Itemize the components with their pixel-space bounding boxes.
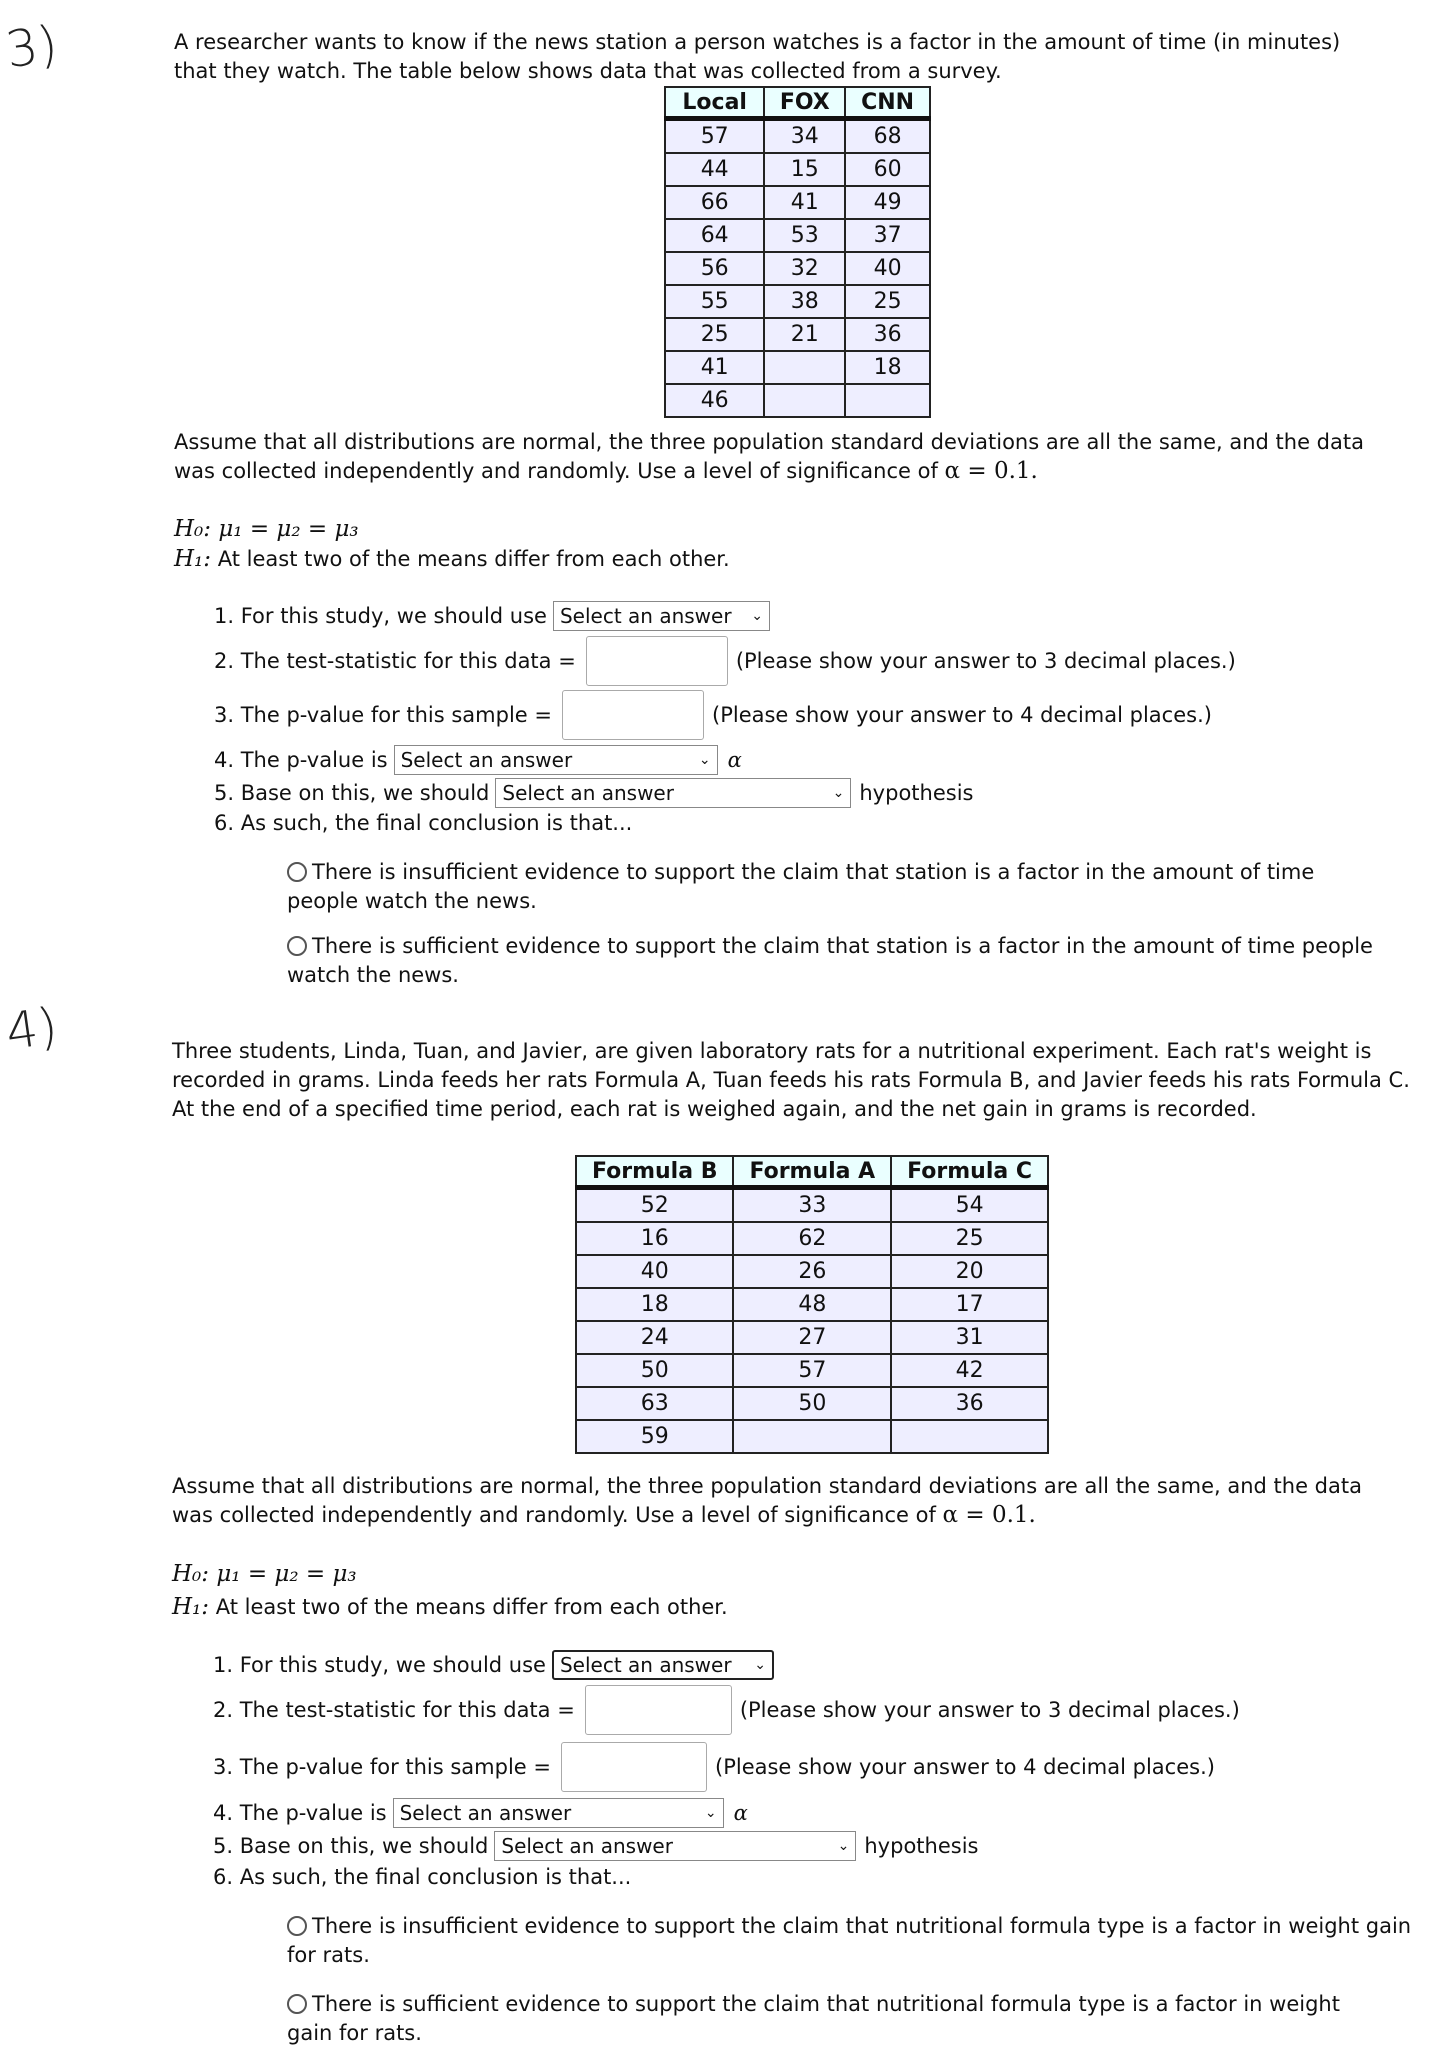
chevron-down-icon: ⌄ [837,1838,850,1854]
table-cell: 25 [891,1222,1048,1255]
question-4 [213,1798,748,1828]
table-cell: 59 [576,1420,733,1453]
column-header: Local [665,87,764,119]
data-table [664,86,931,418]
table-cell: 18 [845,351,930,384]
q2-note: (Please show your answer to 3 decimal places.) [739,1698,1240,1722]
table-cell: 63 [576,1387,733,1420]
table-cell [764,384,845,417]
table-cell: 37 [845,219,930,252]
p-value-input[interactable] [561,1742,707,1792]
test-type-select[interactable] [552,1650,774,1680]
p-value-input[interactable] [562,690,704,740]
alternative-hypothesis [174,546,730,572]
null-hypothesis: H₀: μ₁ = μ₂ = μ₃ [174,516,359,542]
question-2 [213,1685,1240,1735]
table-cell: 40 [845,252,930,285]
table-row [665,119,930,154]
table-row [576,1420,1048,1453]
radio-button[interactable] [287,1916,307,1936]
alpha-value: α = 0.1. [944,458,1038,484]
table-cell: 42 [891,1354,1048,1387]
radio-button[interactable] [287,1994,307,2014]
q4-label: 4. The p-value is [213,1801,387,1825]
table-cell [764,351,845,384]
chevron-down-icon: ⌄ [698,752,711,768]
question-1 [213,1650,774,1680]
table-cell [845,384,930,417]
table-cell: 49 [845,186,930,219]
q3-note: (Please show your answer to 4 decimal places.) [712,703,1212,727]
question-5 [213,1831,978,1861]
table-cell: 66 [665,186,764,219]
table-cell: 15 [764,153,845,186]
table-cell: 68 [845,119,930,154]
table-header-row [576,1156,1048,1188]
decision-select[interactable] [494,1831,856,1861]
table-cell: 41 [665,351,764,384]
table-cell: 55 [665,285,764,318]
decision-select[interactable] [495,778,851,808]
table-row [665,186,930,219]
select-value: Select an answer [559,604,732,628]
p-value-comparison-select[interactable] [394,745,718,775]
h1-text: At least two of the means differ from each other. [217,547,730,571]
q4-label: 4. The p-value is [214,748,388,772]
select-value: Select an answer [400,748,573,772]
table-cell: 57 [665,119,764,154]
question-3 [214,690,1212,740]
assumption-text [174,428,1374,486]
conclusion-option-sufficient[interactable] [287,932,1397,990]
table-cell: 40 [576,1255,733,1288]
question-3 [213,1742,1215,1792]
table-cell: 56 [665,252,764,285]
table-cell: 46 [665,384,764,417]
alpha-value: α = 0.1. [942,1502,1036,1528]
conclusion-option-insufficient[interactable] [287,858,1357,916]
q2-note: (Please show your answer to 3 decimal places.) [735,649,1236,673]
radio-button[interactable] [287,862,307,882]
chevron-down-icon: ⌄ [704,1805,717,1821]
table-cell: 18 [576,1288,733,1321]
q2-label: 2. The test-statistic for this data = [213,1698,575,1722]
table-cell: 64 [665,219,764,252]
handwritten-question-number: 3) [2,14,62,80]
option-text: There is sufficient evidence to support the claim that nutritional formula type is a factor in weight gain for rats. [287,1992,1340,2045]
table-row [665,252,930,285]
table-cell [733,1420,891,1453]
test-statistic-input[interactable] [585,1685,732,1735]
question-2 [214,636,1236,686]
q3-label: 3. The p-value for this sample = [213,1755,551,1779]
assumption-text [172,1472,1402,1530]
table-row [576,1354,1048,1387]
table-cell: 41 [764,186,845,219]
table-cell: 54 [891,1188,1048,1223]
h1-text: At least two of the means differ from each other. [215,1595,728,1619]
select-value: Select an answer [502,781,674,805]
chevron-down-icon: ⌄ [754,1657,766,1673]
hypothesis-label: hypothesis [864,1834,979,1858]
question-6: 6. As such, the final conclusion is that... [213,1865,632,1889]
table-cell: 44 [665,153,764,186]
null-hypothesis: H₀: μ₁ = μ₂ = μ₃ [172,1561,357,1587]
select-value: Select an answer [559,1653,732,1677]
column-header: CNN [845,87,930,119]
select-value: Select an answer [399,1801,572,1825]
table-cell: 60 [845,153,930,186]
table-cell: 34 [764,119,845,154]
alpha-symbol: α [733,1801,748,1825]
q3-note: (Please show your answer to 4 decimal places.) [715,1755,1215,1779]
table-cell: 53 [764,219,845,252]
question-1 [214,601,770,631]
table-cell: 25 [845,285,930,318]
alternative-hypothesis [172,1594,728,1620]
test-statistic-input[interactable] [586,636,728,686]
assumption-body: Assume that all distributions are normal, the three population standard deviations are all the same, and the data was collected independently and randomly. Use a level of significance of [174,430,1364,483]
chevron-down-icon: ⌄ [832,785,845,801]
table-row [665,219,930,252]
table-row [576,1288,1048,1321]
column-header: FOX [764,87,845,119]
table-cell: 52 [576,1188,733,1223]
handwritten-question-number: 4) [2,996,62,1062]
assumption-body: Assume that all distributions are normal, the three population standard deviations are all the same, and the data was collected independently and randomly. Use a level of significance of [172,1474,1362,1527]
table-cell: 20 [891,1255,1048,1288]
question-6: 6. As such, the final conclusion is that... [214,811,633,835]
radio-button[interactable] [287,936,307,956]
table-cell: 33 [733,1188,891,1223]
table-cell: 48 [733,1288,891,1321]
option-text: There is sufficient evidence to support the claim that station is a factor in the amount of time people watch the news. [287,934,1373,987]
table-row [665,153,930,186]
q5-label: 5. Base on this, we should [214,781,490,805]
table-cell: 17 [891,1288,1048,1321]
table-cell: 36 [891,1387,1048,1420]
table-cell: 50 [576,1354,733,1387]
q3-label: 3. The p-value for this sample = [214,703,552,727]
table-cell [891,1420,1048,1453]
chevron-down-icon: ⌄ [751,608,763,624]
conclusion-option-insufficient[interactable] [287,1912,1412,1970]
q1-label: 1. For this study, we should use [213,1653,546,1677]
table-cell: 57 [733,1354,891,1387]
table-row [576,1387,1048,1420]
column-header: Formula A [733,1156,891,1188]
conclusion-option-sufficient[interactable] [287,1990,1387,2048]
table-row [576,1255,1048,1288]
table-cell: 38 [764,285,845,318]
table-cell: 31 [891,1321,1048,1354]
column-header: Formula B [576,1156,733,1188]
q5-label: 5. Base on this, we should [213,1834,489,1858]
table-row [576,1188,1048,1223]
table-cell: 62 [733,1222,891,1255]
hypothesis-label: hypothesis [859,781,974,805]
table-row [576,1222,1048,1255]
table-row [576,1321,1048,1354]
data-table [575,1155,1049,1454]
question-intro: Three students, Linda, Tuan, and Javier, are given laboratory rats for a nutritional experiment. Each rat's weight is recorded in grams. Linda feeds her rats Formula A, Tuan feeds his rats Formula B, and Javier feeds his rats Formula C. At the end of a specified time period, each rat is weighed again, and the net gain in grams is recorded. [172,1039,1410,1121]
question-intro: A researcher wants to know if the news station a person watches is a factor in the amount of time (in minutes) that they watch. The table below shows data that was collected from a survey. [174,30,1341,83]
option-text: There is insufficient evidence to support the claim that nutritional formula type is a factor in weight gain for rats. [287,1914,1412,1967]
select-value: Select an answer [501,1834,673,1858]
table-cell: 21 [764,318,845,351]
alpha-symbol: α [727,748,742,772]
question-5 [214,778,973,808]
q2-label: 2. The test-statistic for this data = [214,649,576,673]
column-header: Formula C [891,1156,1048,1188]
table-row [665,285,930,318]
table-cell: 25 [665,318,764,351]
table-cell: 36 [845,318,930,351]
test-type-select[interactable] [553,601,770,631]
table-cell: 27 [733,1321,891,1354]
table-row [665,318,930,351]
q1-label: 1. For this study, we should use [214,604,547,628]
table-cell: 26 [733,1255,891,1288]
p-value-comparison-select[interactable] [393,1798,724,1828]
table-cell: 32 [764,252,845,285]
table-row [665,351,930,384]
table-row [665,384,930,417]
option-text: There is insufficient evidence to support the claim that station is a factor in the amount of time people watch the news. [287,860,1315,913]
h1-label: H₁: [172,1594,210,1620]
table-cell: 16 [576,1222,733,1255]
table-cell: 24 [576,1321,733,1354]
table-header-row [665,87,930,119]
table-cell: 50 [733,1387,891,1420]
question-4 [214,745,742,775]
h1-label: H₁: [174,546,212,572]
